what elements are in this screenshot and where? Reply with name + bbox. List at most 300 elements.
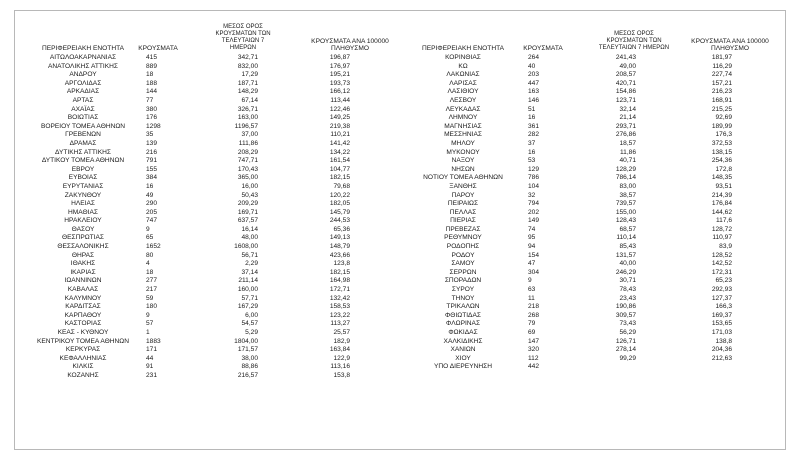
- cell-cases: 1: [146, 329, 150, 336]
- table-row: [398, 140, 784, 149]
- cell-region: ΠΕΛΛΑΣ: [449, 208, 477, 216]
- cell-cases: 144: [146, 88, 158, 96]
- cell-per100k: 189,99: [711, 122, 732, 130]
- cell-region: ΒΟΙΩΤΙΑΣ: [67, 114, 99, 122]
- cell-cases: 1652: [146, 243, 161, 251]
- cell-cases: 147: [528, 337, 540, 345]
- cell-region: ΚΩ: [458, 62, 468, 70]
- table-row: [8, 166, 394, 175]
- table-row: [8, 329, 394, 338]
- cell-avg: 278,14: [615, 346, 636, 354]
- cell-region: ΤΡΙΚΑΛΩΝ: [446, 303, 480, 311]
- cell-per100k: 148,79: [329, 243, 350, 251]
- cell-avg: 67,14: [241, 96, 258, 104]
- cell-cases: 91: [146, 363, 154, 371]
- cell-per100k: 128,52: [711, 251, 732, 259]
- cell-cases: 791: [146, 157, 158, 165]
- cell-region: ΕΥΒΟΙΑΣ: [68, 174, 98, 182]
- cell-region: ΑΝΔΡΟΥ: [69, 71, 97, 79]
- cell-per100k: 172,31: [711, 268, 732, 276]
- cell-cases: 59: [146, 294, 154, 302]
- cell-avg: 163,00: [237, 114, 258, 122]
- cell-per100k: 292,93: [711, 286, 732, 294]
- cell-region: ΛΕΥΚΑΔΑΣ: [445, 105, 481, 113]
- cell-per100k: 65,23: [715, 277, 732, 285]
- cell-cases: 65: [146, 234, 154, 242]
- cell-per100k: 113,27: [330, 320, 350, 328]
- cell-region: ΚΑΡΠΑΘΟΥ: [64, 311, 102, 319]
- cell-cases: 268: [528, 311, 540, 319]
- cell-per100k: 25,57: [333, 329, 350, 336]
- cell-cases: 9: [146, 311, 150, 319]
- cell-per100k: 195,21: [329, 71, 350, 79]
- cell-region: ΙΩΑΝΝΙΝΩΝ: [64, 277, 102, 285]
- cell-avg: 190,86: [615, 303, 636, 311]
- cell-region: ΔΥΤΙΚΟΥ ΤΟΜΕΑ ΑΘΗΝΩΝ: [41, 157, 125, 165]
- table-row: [398, 97, 784, 106]
- table-row: [398, 106, 784, 115]
- cell-cases: 9: [146, 225, 150, 233]
- cell-per100k: 138,8: [715, 337, 732, 345]
- cell-avg: 148,29: [237, 88, 258, 96]
- cell-cases: 217: [146, 286, 158, 294]
- cell-per100k: 117,6: [715, 217, 732, 225]
- cell-region: ΡΟΔΟΠΗΣ: [446, 243, 480, 251]
- cell-per100k: 182,15: [329, 174, 350, 182]
- cell-cases: 264: [528, 54, 540, 61]
- cell-per100k: 144,62: [711, 208, 732, 216]
- cell-per100k: 123,8: [333, 260, 350, 268]
- table-row: [8, 63, 394, 72]
- table-row: [398, 71, 784, 80]
- cell-per100k: 83,9: [719, 243, 732, 251]
- cell-cases: 94: [528, 243, 536, 251]
- cell-avg: 37,00: [241, 131, 258, 139]
- cell-region: ΠΙΕΡΙΑΣ: [450, 217, 476, 225]
- cell-per100k: 128,72: [711, 225, 732, 233]
- cell-per100k: 172,8: [715, 165, 732, 173]
- cell-region: ΣΑΜΟΥ: [451, 260, 475, 268]
- cell-cases: 277: [146, 277, 158, 285]
- cell-per100k: 113,44: [330, 96, 350, 104]
- cell-avg: 56,29: [619, 329, 636, 336]
- table-row: [8, 174, 394, 183]
- cell-avg: 37,14: [241, 268, 258, 276]
- cell-region: ΛΕΣΒΟΥ: [449, 96, 477, 104]
- cell-region: ΔΡΑΜΑΣ: [69, 139, 97, 147]
- cell-region: ΑΡΤΑΣ: [72, 96, 94, 104]
- table-row: [398, 277, 784, 286]
- cell-region: ΕΒΡΟΥ: [71, 165, 95, 173]
- cell-region: ΑΝΑΤΟΛΙΚΗΣ ΑΤΤΙΚΗΣ: [48, 62, 118, 70]
- table-row: [398, 123, 784, 132]
- table-row: [8, 209, 394, 218]
- cell-per100k: 176,97: [329, 62, 350, 70]
- cell-cases: 154: [528, 251, 540, 259]
- cell-cases: 35: [146, 131, 154, 139]
- table-row: [398, 303, 784, 312]
- cell-cases: 786: [528, 174, 540, 182]
- cell-avg: 747,71: [237, 157, 258, 165]
- cell-avg: 365,00: [237, 174, 258, 182]
- header-per100k: ΚΡΟΥΣΜΑΤΑ ΑΝΑ 100000 ΠΛΗΘΥΣΜΟ: [311, 38, 389, 52]
- cell-region: ΧΑΝΙΩΝ: [450, 346, 476, 354]
- cell-region: ΗΛΕΙΑΣ: [71, 200, 95, 208]
- cell-cases: 51: [528, 105, 536, 113]
- cell-per100k: 142,52: [711, 260, 732, 268]
- cell-cases: 9: [528, 277, 532, 285]
- cell-avg: 38,00: [241, 354, 258, 362]
- cell-per100k: 172,71: [329, 286, 350, 294]
- cell-cases: 188: [146, 79, 158, 87]
- cell-cases: 18: [146, 268, 154, 276]
- cell-avg: 211,14: [238, 277, 258, 285]
- cell-region: ΡΟΔΟΥ: [451, 251, 475, 259]
- cell-avg: 5,29: [245, 329, 258, 336]
- cell-avg: 208,57: [615, 71, 636, 79]
- cell-cases: 77: [146, 96, 154, 104]
- cell-per100k: 168,91: [711, 96, 732, 104]
- cell-region: ΣΥΡΟΥ: [451, 286, 475, 294]
- cell-region: ΚΟΡΙΝΘΙΑΣ: [445, 54, 481, 61]
- cell-avg: 128,43: [615, 217, 636, 225]
- cell-per100k: 110,97: [712, 234, 732, 242]
- cell-avg: 73,43: [619, 320, 636, 328]
- cell-per100k: 163,84: [329, 346, 350, 354]
- cell-region: ΘΕΣΠΡΩΤΙΑΣ: [61, 234, 105, 242]
- cell-avg: 6,00: [245, 311, 258, 319]
- cell-avg: 40,71: [619, 157, 636, 165]
- table-row: [8, 123, 394, 132]
- table-row: [8, 97, 394, 106]
- cell-cases: 176: [146, 114, 158, 122]
- cell-per100k: 120,22: [329, 191, 350, 199]
- cell-per100k: 104,77: [329, 165, 350, 173]
- table-row: [398, 243, 784, 252]
- table-row: [8, 277, 394, 286]
- cell-avg: 50,43: [241, 191, 258, 199]
- header-region: ΠΕΡΙΦΕΡΕΙΑΚΗ ΕΝΟΤΗΤΑ: [41, 45, 125, 52]
- cell-avg: 154,86: [615, 88, 636, 96]
- cell-per100k: 138,15: [711, 148, 732, 156]
- table-header: [8, 24, 394, 54]
- cell-region: ΧΙΟΥ: [455, 354, 471, 362]
- header-per100k: ΚΡΟΥΣΜΑΤΑ ΑΝΑ 100000 ΠΛΗΘΥΣΜΟ: [691, 38, 769, 52]
- table-row: [398, 320, 784, 329]
- cell-per100k: 182,9: [333, 337, 350, 345]
- table-row: [8, 363, 394, 372]
- table-row: [398, 217, 784, 226]
- cell-per100k: 93,51: [715, 182, 732, 190]
- cell-avg: 99,29: [619, 354, 636, 362]
- table-row: [398, 363, 784, 372]
- cell-cases: 155: [146, 165, 158, 173]
- table-row: [398, 166, 784, 175]
- cell-per100k: 148,35: [711, 174, 732, 182]
- table-row: [398, 355, 784, 364]
- cell-region: ΝΟΤΙΟΥ ΤΟΜΕΑ ΑΘΗΝΩΝ: [423, 174, 503, 182]
- cell-region: ΒΟΡΕΙΟΥ ΤΟΜΕΑ ΑΘΗΝΩΝ: [40, 122, 126, 130]
- cell-per100k: 204,36: [711, 346, 732, 354]
- cell-per100k: 214,39: [711, 191, 732, 199]
- table-row: [398, 226, 784, 235]
- cell-region: ΚΑΣΤΟΡΙΑΣ: [64, 320, 102, 328]
- cell-avg: 2,29: [245, 260, 258, 268]
- cell-region: ΥΠΟ ΔΙΕΡΕΥΝΗΣΗ: [434, 363, 492, 371]
- cell-cases: 1883: [146, 337, 161, 345]
- cell-avg: 83,00: [619, 182, 636, 190]
- cell-per100k: 171,03: [711, 329, 732, 336]
- table-row: [8, 71, 394, 80]
- cell-avg: 123,71: [615, 96, 636, 104]
- cell-cases: 163: [528, 88, 540, 96]
- cell-avg: 1608,00: [234, 243, 258, 251]
- table-row: [398, 88, 784, 97]
- table-row: [398, 209, 784, 218]
- table-row: [398, 149, 784, 158]
- table-row: [398, 346, 784, 355]
- table-row: [8, 295, 394, 304]
- cell-per100k: 244,53: [329, 217, 350, 225]
- cell-avg: 208,29: [237, 148, 258, 156]
- table-row: [8, 192, 394, 201]
- header-cases: ΚΡΟΥΣΜΑΤΑ: [138, 45, 178, 52]
- cell-per100k: 181,97: [711, 54, 732, 61]
- cell-region: ΑΧΑΪΑΣ: [71, 105, 95, 113]
- cell-per100k: 212,63: [711, 354, 732, 362]
- table-row: [8, 234, 394, 243]
- cell-cases: 74: [528, 225, 536, 233]
- cell-avg: 78,43: [619, 286, 636, 294]
- cell-avg: 167,29: [237, 303, 258, 311]
- cell-region: ΠΑΡΟΥ: [451, 191, 475, 199]
- cell-per100k: 227,74: [711, 71, 732, 79]
- cell-avg: 637,57: [237, 217, 258, 225]
- header-region: ΠΕΡΙΦΕΡΕΙΑΚΗ ΕΝΟΤΗΤΑ: [421, 45, 505, 52]
- table-row: [8, 183, 394, 192]
- cell-avg: 40,00: [619, 260, 636, 268]
- cell-per100k: 149,13: [329, 234, 350, 242]
- cell-region: ΚΟΖΑΝΗΣ: [67, 371, 99, 379]
- table-row: [8, 226, 394, 235]
- cell-region: ΚΕΡΚΥΡΑΣ: [65, 346, 101, 354]
- cell-cases: 218: [528, 303, 540, 311]
- table-row: [398, 269, 784, 278]
- table-row: [8, 320, 394, 329]
- cell-per100k: 157,21: [711, 79, 732, 87]
- cell-avg: 326,71: [237, 105, 258, 113]
- cell-per100k: 166,12: [329, 88, 350, 96]
- cell-avg: 241,43: [615, 54, 636, 61]
- cell-cases: 203: [528, 71, 540, 79]
- table-row: [8, 200, 394, 209]
- cell-per100k: 219,38: [329, 122, 350, 130]
- cell-region: ΑΡΚΑΔΙΑΣ: [66, 88, 100, 96]
- cell-cases: 37: [528, 139, 536, 147]
- cell-region: ΙΘΑΚΗΣ: [70, 260, 96, 268]
- cell-avg: 187,71: [237, 79, 258, 87]
- table-row: [8, 149, 394, 158]
- cell-region: ΦΩΚΙΔΑΣ: [448, 329, 478, 336]
- cell-per100k: 141,42: [329, 139, 350, 147]
- cell-per100k: 65,36: [333, 225, 350, 233]
- cell-per100k: 182,05: [329, 200, 350, 208]
- cell-cases: 146: [528, 96, 540, 104]
- cell-avg: 276,86: [615, 131, 636, 139]
- cell-cases: 384: [146, 174, 158, 182]
- table-row: [8, 114, 394, 123]
- cell-cases: 80: [146, 251, 154, 259]
- cell-cases: 205: [146, 208, 158, 216]
- cell-avg: 169,71: [237, 208, 258, 216]
- cell-region: ΙΚΑΡΙΑΣ: [70, 268, 96, 276]
- cell-avg: 38,57: [619, 191, 636, 199]
- cell-cases: 171: [146, 346, 158, 354]
- cell-avg: 786,14: [615, 174, 636, 182]
- cell-avg: 16,00: [241, 182, 258, 190]
- cell-region: ΦΛΩΡΙΝΑΣ: [445, 320, 481, 328]
- cell-per100k: 123,22: [329, 311, 350, 319]
- cell-avg: 32,14: [619, 105, 636, 113]
- cell-region: ΚΑΡΔΙΤΣΑΣ: [65, 303, 101, 311]
- cell-per100k: 182,15: [329, 268, 350, 276]
- table-row: [8, 88, 394, 97]
- cell-per100k: 176,3: [715, 131, 732, 139]
- table-row: [8, 346, 394, 355]
- header-cases: ΚΡΟΥΣΜΑΤΑ: [523, 45, 563, 52]
- cell-avg: 17,29: [241, 71, 258, 79]
- cell-region: ΧΑΛΚΙΔΙΚΗΣ: [443, 337, 483, 345]
- cell-avg: 126,71: [615, 337, 636, 345]
- table-row: [398, 131, 784, 140]
- cell-region: ΝΑΞΟΥ: [451, 157, 475, 165]
- cell-cases: 69: [528, 329, 536, 336]
- cell-per100k: 149,25: [329, 114, 350, 122]
- cell-region: ΗΜΑΘΙΑΣ: [68, 208, 98, 216]
- cell-cases: 415: [146, 54, 158, 61]
- cell-avg: 23,43: [619, 294, 636, 302]
- table-body-right: [398, 54, 784, 372]
- cell-cases: 4: [146, 260, 150, 268]
- cell-per100k: 113,16: [330, 363, 350, 371]
- cell-avg: 171,57: [237, 346, 258, 354]
- table-row: [398, 114, 784, 123]
- cell-per100k: 166,3: [715, 303, 732, 311]
- table-row: [398, 295, 784, 304]
- cell-cases: 49: [146, 191, 154, 199]
- table-row: [8, 54, 394, 63]
- cell-cases: 216: [146, 148, 158, 156]
- cell-per100k: 153,8: [333, 371, 350, 379]
- cell-per100k: 158,53: [329, 303, 350, 311]
- cell-cases: 18: [146, 71, 154, 79]
- cell-region: ΡΕΘΥΜΝΟΥ: [444, 234, 482, 242]
- table-left-half: [8, 24, 394, 381]
- cell-region: ΜΕΣΣΗΝΙΑΣ: [444, 131, 482, 139]
- table-row: [8, 312, 394, 321]
- cell-per100k: 161,54: [329, 157, 350, 165]
- cell-per100k: 145,79: [329, 208, 350, 216]
- cell-per100k: 169,37: [711, 311, 732, 319]
- cell-region: ΑΡΓΟΛΙΔΑΣ: [64, 79, 102, 87]
- cell-avg: 832,00: [237, 62, 258, 70]
- cell-cases: 202: [528, 208, 540, 216]
- cell-per100k: 423,66: [329, 251, 350, 259]
- cell-per100k: 122,46: [329, 105, 350, 113]
- table-row: [8, 80, 394, 89]
- cell-avg: 68,57: [619, 225, 636, 233]
- table-row: [398, 200, 784, 209]
- cell-cases: 44: [146, 354, 154, 362]
- table-row: [398, 234, 784, 243]
- cell-region: ΘΕΣΣΑΛΟΝΙΚΗΣ: [57, 243, 109, 251]
- table-row: [398, 252, 784, 261]
- cell-per100k: 193,73: [329, 79, 350, 87]
- cell-per100k: 110,21: [330, 131, 350, 139]
- cell-region: ΛΑΡΙΣΑΣ: [449, 79, 477, 87]
- cell-avg: 216,57: [237, 371, 258, 379]
- table-row: [398, 338, 784, 347]
- cell-per100k: 116,29: [712, 62, 732, 70]
- cell-region: ΛΗΜΝΟΥ: [448, 114, 478, 122]
- cell-region: ΘΑΣΟΥ: [71, 225, 95, 233]
- cell-cases: 129: [528, 165, 540, 173]
- cell-avg: 110,14: [616, 234, 636, 242]
- cell-cases: 53: [528, 157, 536, 165]
- table-row: [8, 243, 394, 252]
- table-header: [398, 30, 784, 54]
- cell-cases: 16: [146, 182, 154, 190]
- table-row: [398, 174, 784, 183]
- cell-per100k: 92,69: [715, 114, 732, 122]
- cell-region: ΕΥΡΥΤΑΝΙΑΣ: [62, 182, 104, 190]
- cell-avg: 160,00: [237, 286, 258, 294]
- cell-avg: 209,29: [237, 200, 258, 208]
- cell-avg: 739,57: [615, 200, 636, 208]
- cell-avg: 111,86: [238, 139, 258, 147]
- table-row: [8, 372, 394, 381]
- cell-cases: 320: [528, 346, 540, 354]
- cell-avg: 85,43: [619, 243, 636, 251]
- cell-region: ΖΑΚΥΝΘΟΥ: [64, 191, 102, 199]
- table-row: [398, 286, 784, 295]
- cell-per100k: 79,68: [333, 182, 350, 190]
- cell-cases: 63: [528, 286, 536, 294]
- cell-cases: 442: [528, 363, 540, 371]
- table-row: [8, 131, 394, 140]
- cell-cases: 16: [528, 148, 536, 156]
- cell-avg: 128,29: [615, 165, 636, 173]
- cell-region: ΑΙΤΩΛΟΑΚΑΡΝΑΝΙΑΣ: [49, 54, 117, 61]
- table-row: [398, 260, 784, 269]
- cell-per100k: 122,9: [333, 354, 350, 362]
- table-row: [8, 260, 394, 269]
- cell-region: ΛΑΚΩΝΙΑΣ: [446, 71, 480, 79]
- cell-per100k: 127,37: [711, 294, 732, 302]
- cell-region: ΚΑΛΥΜΝΟΥ: [64, 294, 102, 302]
- cell-cases: 104: [528, 182, 540, 190]
- table-row: [8, 269, 394, 278]
- cell-cases: 11: [528, 294, 535, 302]
- table-row: [398, 312, 784, 321]
- table-row: [398, 192, 784, 201]
- table-row: [398, 329, 784, 338]
- header-avg: ΜΕΣΟΣ ΟΡΟΣ ΚΡΟΥΣΜΑΤΩΝ ΤΩΝ ΤΕΛΕΥΤΑΙΩΝ 7 ΗΜΕΡΩΝ: [215, 24, 271, 51]
- cell-per100k: 132,42: [329, 294, 350, 302]
- cell-per100k: 372,53: [711, 139, 732, 147]
- table-row: [398, 157, 784, 166]
- cell-cases: 794: [528, 200, 540, 208]
